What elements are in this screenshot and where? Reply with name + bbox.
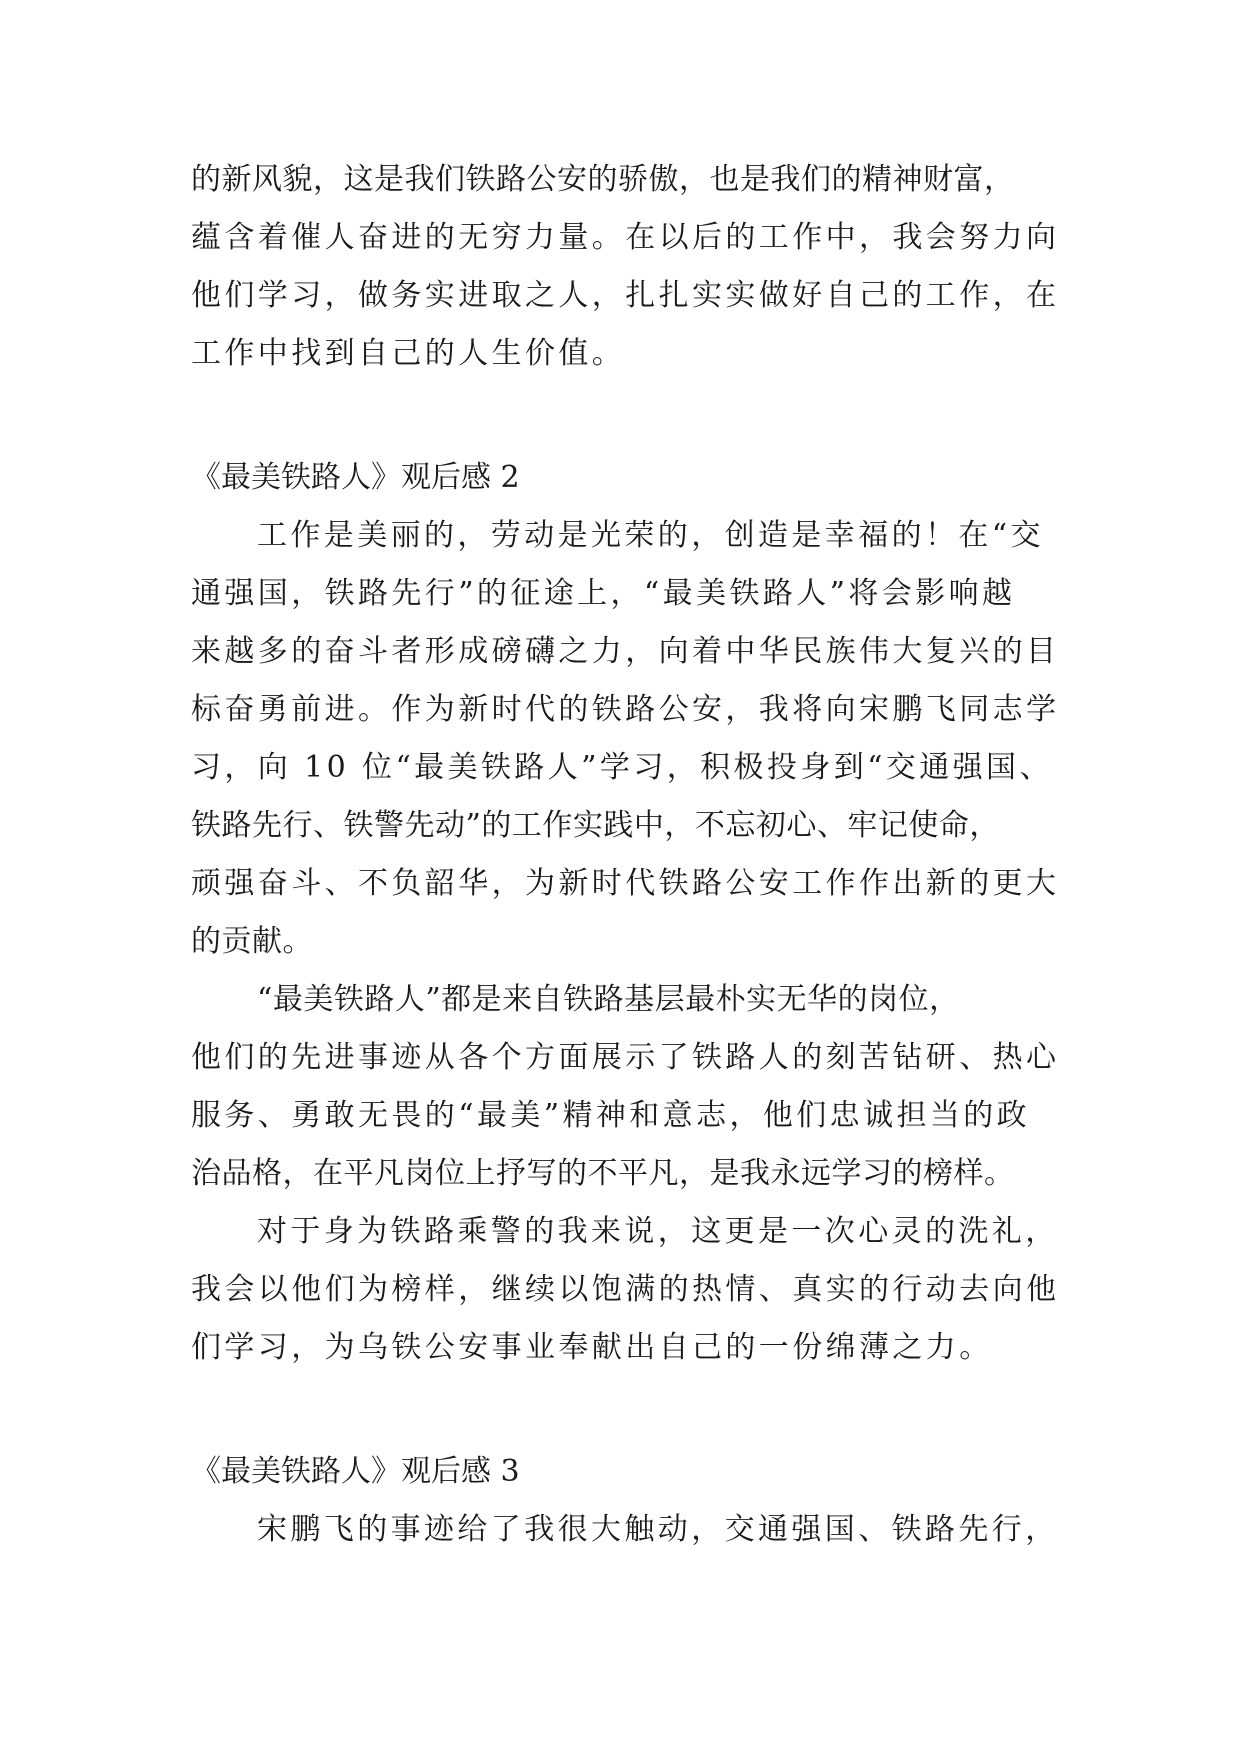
text-line: 顽强奋斗、不负韶华，为新时代铁路公安工作作出新的更大	[191, 866, 1060, 901]
section-3-paragraph-1	[191, 1501, 1071, 1559]
text-line: 铁路先行、铁警先动”的工作实践中，不忘初心、牢记使命，	[191, 808, 1000, 843]
text-line: 工作中找到自己的人生价值。	[191, 336, 626, 371]
text-line: 服务、勇敢无畏的“最美”精神和意志，他们忠诚担当的政	[191, 1098, 1031, 1133]
text-line: 们学习，为乌铁公安事业奉献出自己的一份绵薄之力。	[191, 1330, 993, 1365]
text-line: “最美铁路人”都是来自铁路基层最朴实无华的岗位，	[257, 982, 960, 1017]
section-1-paragraph	[191, 151, 1071, 383]
text-line: 的新风貌，这是我们铁路公安的骄傲，也是我们的精神财富，	[191, 162, 1015, 197]
section-2-paragraph-2	[191, 971, 1071, 1203]
section-2-paragraph-1	[191, 507, 1071, 971]
text-line: 的贡献。	[191, 924, 313, 959]
text-line: 他们的先进事迹从各个方面展示了铁路人的刻苦钻研、热心	[191, 1040, 1060, 1075]
text-line: 来越多的奋斗者形成磅礴之力，向着中华民族伟大复兴的目	[191, 634, 1060, 669]
text-line: 标奋勇前进。作为新时代的铁路公安，我将向宋鹏飞同志学	[191, 692, 1060, 727]
text-line: 治品格，在平凡岗位上抒写的不平凡，是我永远学习的榜样。	[191, 1156, 1015, 1191]
section-2-paragraph-3	[191, 1203, 1071, 1377]
text-line: 蕴含着催人奋进的无穷力量。在以后的工作中，我会努力向	[191, 220, 1060, 255]
document-body	[191, 151, 1071, 1559]
text-line: 宋鹏飞的事迹给了我很大触动，交通强国、铁路先行，	[257, 1512, 1059, 1547]
section-2-title: 《最美铁路人》观后感 2	[191, 460, 520, 495]
text-line: 工作是美丽的，劳动是光荣的，创造是幸福的！在“交	[257, 518, 1044, 553]
text-line: 对于身为铁路乘警的我来说，这更是一次心灵的洗礼，	[257, 1214, 1059, 1249]
text-line: 习，向 10 位“最美铁路人”学习，积极投身到“交通强国、	[191, 750, 1053, 785]
section-3-title: 《最美铁路人》观后感 3	[191, 1454, 520, 1489]
text-line: 他们学习，做务实进取之人，扎扎实实做好自己的工作，在	[191, 278, 1060, 313]
text-line: 我会以他们为榜样，继续以饱满的热情、真实的行动去向他	[191, 1272, 1060, 1307]
text-line: 通强国，铁路先行”的征途上，“最美铁路人”将会影响越	[191, 576, 1016, 611]
